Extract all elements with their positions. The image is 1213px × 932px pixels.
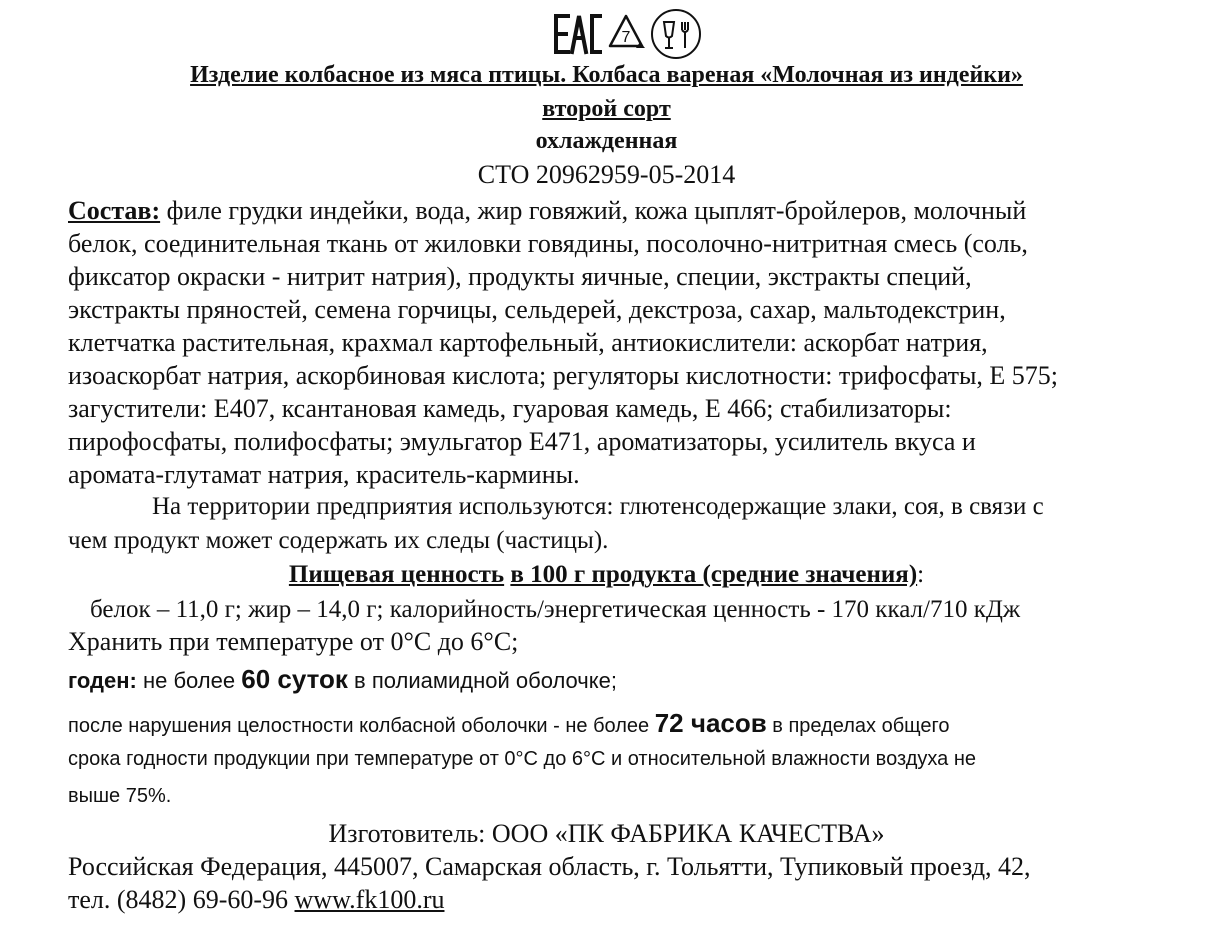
composition-line-7: загустители: Е407, ксантановая камедь, гуаровая камедь, Е 466; стабилизаторы: [68, 394, 952, 423]
after-opening-line-1 [68, 708, 950, 739]
allergen-note-line-2: чем продукт может содержать их следы (частицы). [68, 527, 609, 554]
composition-text: филе грудки индейки, вода, жир говяжий, кожа цыплят-бройлеров, молочный [160, 196, 1027, 225]
composition-line-4: экстракты пряностей, семена горчицы, сельдерей, декстроза, сахар, мальтодекстрин, [68, 295, 1006, 324]
composition-label: Состав: [68, 196, 161, 225]
composition-line-3: фиксатор окраски - нитрит натрия), продукты яичные, специи, экстракты специй, [68, 262, 972, 291]
nutrition-heading-label: Пищевая ценность [288, 561, 505, 588]
after-opening-line-2: срока годности продукции при температуре от 0°С до 6°С и относительной влажности воздуха не [68, 748, 977, 770]
product-grade: второй сорт [542, 96, 671, 122]
manufacturer-contacts [68, 885, 444, 915]
storage-temperature: Хранить при температуре от 0°С до 6°С; [68, 627, 519, 656]
composition-line-5: клетчатка растительная, крахмал картофельный, антиокислители: аскорбат натрия, [68, 328, 988, 357]
shelf-life-days: 60 суток [241, 664, 348, 694]
manufacturer-name: Изготовитель: ООО «ПК ФАБРИКА КАЧЕСТВА» [328, 819, 885, 848]
food-safe-icon [652, 10, 700, 58]
after-opening-post: в пределах общего [766, 715, 950, 737]
after-opening-hours: 72 часов [654, 708, 767, 738]
nutrition-values: белок – 11,0 г; жир – 14,0 г; калорийность/энергетическая ценность - 170 ккал/710 кДж [90, 596, 1021, 623]
composition-line-9: аромата-глутамат натрия, краситель-кармины. [68, 460, 580, 489]
marks-row [548, 6, 708, 62]
after-opening-pre: после нарушения целостности колбасной оболочки - не более [68, 715, 655, 737]
manufacturer-website-link[interactable]: www.fk100.ru [294, 885, 445, 914]
product-title: Изделие колбасное из мяса птицы. Колбаса вареная «Молочная из индейки» [190, 62, 1023, 88]
composition-line-8: пирофосфаты, полифосфаты; эмульгатор Е471, ароматизаторы, усилитель вкуса и [68, 427, 976, 456]
shelf-life-line [68, 664, 617, 695]
recycle-code: 7 [621, 29, 631, 46]
allergen-note-line-1: На территории предприятия используются: глютенсодержащие злаки, соя, в связи с [152, 493, 1044, 520]
product-standard: СТО 20962959-05-2014 [477, 160, 736, 189]
after-opening-line-3: выше 75%. [68, 785, 172, 807]
eac-mark-icon [556, 16, 600, 52]
nutrition-heading [0, 561, 1213, 589]
manufacturer-address: Российская Федерация, 445007, Самарская область, г. Тольятти, Тупиковый проезд, 42, [68, 852, 1031, 881]
nutrition-heading-basis: в 100 г продукта (средние значения) [510, 561, 918, 588]
composition-line-2: белок, соединительная ткань от жиловки говядины, посолочно-нитритная смесь (соль, [68, 229, 1028, 258]
product-state: охлажденная [535, 128, 678, 154]
shelf-life-post: в полиамидной оболочке; [347, 668, 617, 693]
shelf-life-pre: не более [136, 668, 242, 693]
manufacturer-phone: тел. (8482) 69-60-96 [68, 885, 295, 914]
composition-line-1 [68, 196, 1026, 226]
composition-line-6: изоаскорбат натрия, аскорбиновая кислота; регуляторы кислотности: трифосфаты, Е 575; [68, 361, 1059, 390]
nutrition-heading-colon: : [917, 561, 925, 588]
shelf-life-label: годен: [68, 668, 137, 693]
recycle-7-icon [610, 16, 645, 48]
